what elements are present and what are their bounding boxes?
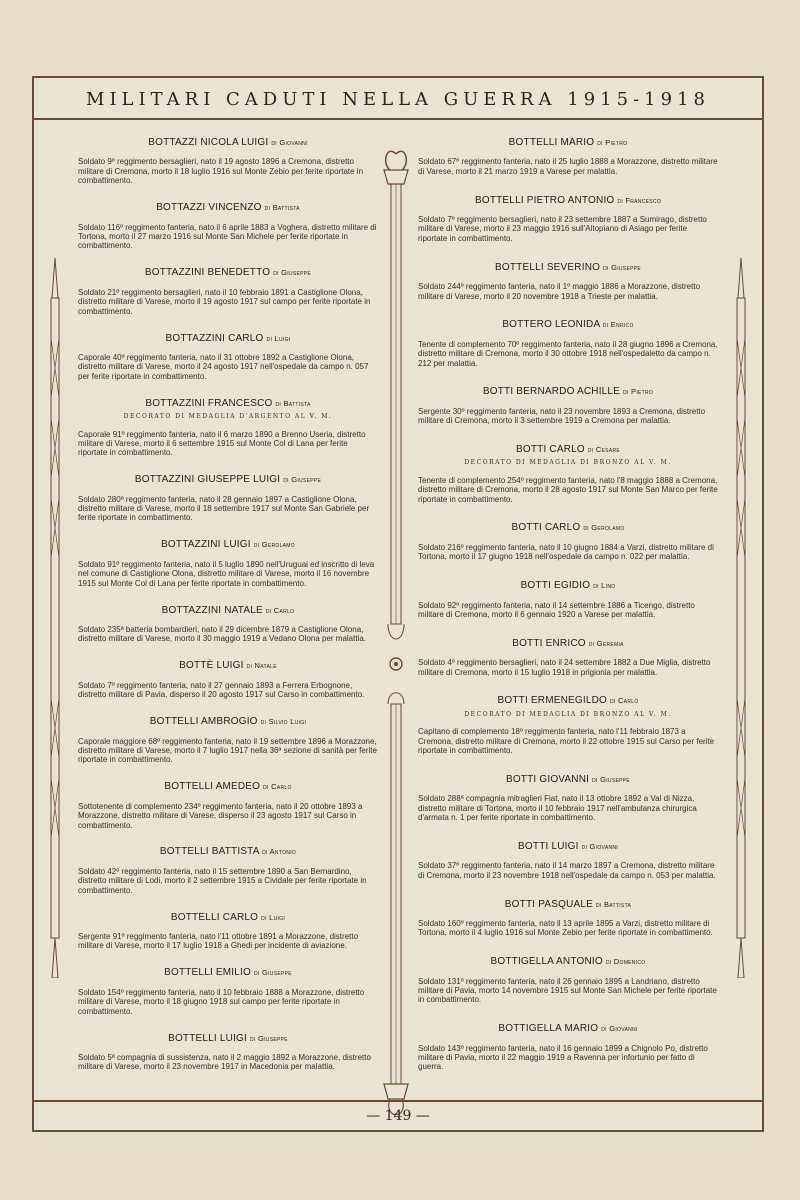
entry <box>78 847 378 895</box>
entry-name: BOTTAZZINI GIUSEPPE LUIGI di Giuseppe <box>134 474 322 486</box>
entry-name: BOTTI GIOVANNI di Giuseppe <box>505 773 631 785</box>
entry-text: Soldato 21º reggimento bersaglieri, nato il 10 febbraio 1891 a Castiglione Olona, distretto militare di Varese, morto il 19 agosto 1917 sul campo per ferite riportate in combattimento. <box>78 287 371 316</box>
page-title: MILITARI CADUTI NELLA GUERRA 1915-1918 <box>34 78 762 120</box>
entry-name: BOTTELLI BATTISTA di Antonio <box>159 846 297 858</box>
entry-name: BOTTÈ LUIGI di Natale <box>179 660 277 672</box>
ornamental-pole-left <box>44 258 66 978</box>
entry-decoration: DECORATO DI MEDAGLIA DI BRONZO AL V. M. <box>464 459 672 467</box>
entry <box>418 387 718 425</box>
entry-text: Soldato 42º reggimento fanteria, nato il 15 settembre 1890 a San Bernardino, distretto militare di Lodi, morto il 2 settembre 1915 a Cividale per ferite riportate in combattimento. <box>78 866 367 895</box>
entry-text: Soldato 235ª batteria bombardieri, nato il 29 dicembre 1879 a Castiglione Olona, distretto militare di Varese, morto il 30 maggio 1919 a Vedano Olona per malattia. <box>78 625 367 644</box>
entry <box>78 138 378 186</box>
entry-text: Soldato 4º reggimento bersaglieri, nato il 24 settembre 1882 a Due Miglia, distretto militare di Cremona, morto il 15 luglio 1918 in prigionia per malattia. <box>418 658 711 677</box>
ornamental-pole-right <box>730 258 752 978</box>
entry <box>418 138 718 176</box>
entry <box>78 606 378 644</box>
entry-name: BOTTAZZINI LUIGI di Gerolamo <box>161 539 295 551</box>
entry-text: Soldato 5ª compagnia di sussistenza, nato il 2 maggio 1892 a Morazzone, distretto militare di Varese, morto il 23 novembre 1917 in Macedonia per malattia. <box>78 1053 371 1072</box>
entry-name: BOTTELLI AMBROGIO di Silvio Luigi <box>149 716 307 728</box>
entry <box>418 900 718 938</box>
entry-name: BOTTAZZINI FRANCESCO di Battista <box>145 397 311 409</box>
entry <box>78 717 378 765</box>
page-number: — 149 — <box>366 1108 430 1124</box>
entry-name: BOTTELLI LUIGI di Giuseppe <box>168 1032 288 1044</box>
entry <box>418 523 718 561</box>
entry-text: Soldato 7º reggimento fanteria, nato il 27 gennaio 1893 a Ferrera Erbognone, distretto militare di Pavia, disperso il 20 agosto 1917 sul Carso in combattimento. <box>78 680 365 700</box>
entry <box>418 842 718 880</box>
entry <box>78 1034 378 1072</box>
left-column <box>78 138 378 1072</box>
entry-text: Caporale 40º reggimento fanteria, nato il 31 ottobre 1892 a Castiglione Olona, distretto militare di Varese, morto il 24 agosto 1917 nell'ospedale da campo n. 057 per ferite riportate in combattimento. <box>78 352 369 381</box>
entry-name: BOTTAZZINI NATALE di Carlo <box>161 604 295 616</box>
entry-name: BOTTI CARLO di Cesare <box>515 444 620 456</box>
entry-text: Soldato 116º reggimento fanteria, nato il 6 aprile 1883 a Voghera, distretto militare di Tortona, morto il 27 marzo 1916 sul Monte San Michele per ferite riportate in combattimento. <box>78 222 377 251</box>
entry-name: BOTTELLI SEVERINO di Giuseppe <box>495 261 641 273</box>
entry <box>78 334 378 382</box>
entry <box>78 540 378 588</box>
entry <box>418 263 718 301</box>
entry-text: Soldato 160º reggimento fanteria, nato il 13 aprile 1895 a Varzi, distretto militare di Tortona, morto il 4 luglio 1916 sul Monte Zebio per ferite riportate in combattimento. <box>418 918 713 938</box>
entry-text: Soldato 244º reggimento fanteria, nato il 1º maggio 1886 a Morazzone, distretto militare di Varese, morto il 20 novembre 1918 a Trieste per malattia. <box>418 282 701 301</box>
entry-text: Soldato 288ª compagnia mitraglieri Fiat, nato il 13 ottobre 1892 a Val di Nizza, distretto militare di Tortona, morto il 10 febbraio 1917 nell'ambulanza chirurgica d'armata n. 1 per ferite riportate in combattimento. <box>418 794 697 823</box>
entry-text: Soldato 143º reggimento fanteria, nato il 16 gennaio 1899 a Chignolo Po, distretto militare di Pavia, morto il 22 maggio 1919 a Ravenna per infortunio per fatto di guerra. <box>418 1043 708 1072</box>
entry-name: BOTTELLI CARLO di Luigi <box>170 911 286 923</box>
entry-text: Soldato 9º reggimento bersaglieri, nato il 19 agosto 1896 a Cremona, distretto militare di Cremona, morto il 18 luglio 1916 sul Monte Zebio per ferite riportate in combattimento. <box>78 157 364 186</box>
entry-text: Soldato 37º reggimento fanteria, nato il 14 marzo 1897 a Cremona, distretto militare di Cremona, morto il 23 novembre 1918 nell'ospedale da campo n. 053 per malattia. <box>418 861 716 880</box>
entry <box>418 1024 718 1072</box>
entry-text: Capitano di complemento 18º reggimento fanteria, nato l'11 febbraio 1873 a Cremona, distretto militare di Cremona, morto il 22 ottobre 1915 sul Carso per ferite riportate in combattimento. <box>418 727 715 756</box>
entry-text: Caporale 91º reggimento fanteria, nato il 6 marzo 1890 a Brenno Useria, distretto militare di Varese, morto il 6 settembre 1915 sul Monte Col di Lana per ferite riportate in combattimento. <box>78 429 366 458</box>
entry-name: BOTTI ENRICO di Geremia <box>512 637 624 649</box>
entry-decoration: DECORATO DI MEDAGLIA D'ARGENTO AL V. M. <box>123 413 333 421</box>
entry-name: BOTTIGELLA MARIO di Giovanni <box>498 1023 638 1035</box>
entry <box>78 913 378 951</box>
entry-text: Soldato 216º reggimento fanteria, nato il 10 giugno 1884 a Varzi, distretto militare di Tortona, morto il 17 giugno 1918 nell'ospedale da campo n. 022 per malattia. <box>418 542 714 562</box>
entry <box>78 203 378 251</box>
entry-name: BOTTAZZI VINCENZO di Battista <box>156 202 300 214</box>
entry-text: Soldato 131º reggimento fanteria, nato il 26 gennaio 1895 a Landriano, distretto militare di Pavia, morto 14 novembre 1915 sul Monte San Michele per ferite riportate in combattimento. <box>418 976 717 1005</box>
entry-text: Tenente di complemento 70º reggimento fanteria, nato il 28 giugno 1896 a Cremona, distretto militare di Cremona, morto il 30 ottobre 1918 nell'ospedaletto da campo n. 212 per malattia. <box>418 339 718 368</box>
entry-name: BOTTELLI EMILIO di Giuseppe <box>164 967 292 979</box>
entry-name: BOTTIGELLA ANTONIO di Domenico <box>490 956 646 968</box>
entry-decoration: DECORATO DI MEDAGLIA DI BRONZO AL V. M. <box>464 710 672 718</box>
entry-name: BOTTELLI PIETRO ANTONIO di Francesco <box>474 194 662 206</box>
ornamental-column-center <box>378 144 414 1124</box>
entry <box>418 320 718 368</box>
entry <box>418 775 718 823</box>
entry-text: Soldato 67º reggimento fanteria, nato il 25 luglio 1888 a Morazzone, distretto militare di Varese, morto il 21 marzo 1919 a Varese per malattia. <box>418 157 718 176</box>
entry-name: BOTTI PASQUALE di Battista <box>504 898 632 910</box>
entry-text: Soldato 7º reggimento bersaglieri, nato il 23 settembre 1887 a Sumirago, distretto militare di Varese, morto il 23 maggio 1916 sull'Altopiano di Asiago per ferite riportate in combattimento. <box>418 215 707 243</box>
entry-name: BOTTI BERNARDO ACHILLE di Pietro <box>482 386 654 398</box>
entry-text: Tenente di complemento 254º reggimento fanteria, nato l'8 maggio 1888 a Cremona, distretto militare di Cremona, morto il 28 agosto 1917 sul Monte San Marco per ferite riportate in combattimento. <box>418 475 718 504</box>
right-column <box>418 138 718 1072</box>
entry-name: BOTTI LUIGI di Giovanni <box>518 840 618 852</box>
page-frame <box>32 76 764 1132</box>
entry-text: Soldato 154º reggimento fanteria, nato il 10 febbraio 1888 a Morazzone, distretto militare di Varese, morto il 18 giugno 1918 sul campo per ferite riportate in combattimento. <box>78 987 365 1016</box>
entry-text: Soldato 92º reggimento fanteria, nato il 14 settembre 1886 a Ticengo, distretto militare di Cremona, morto il 6 gennaio 1920 a Varese per malattia. <box>418 600 695 619</box>
entry <box>418 196 718 244</box>
entry-name: BOTTI CARLO di Gerolamo <box>511 522 625 534</box>
entry <box>418 957 718 1005</box>
entry-text: Sergente 30º reggimento fanteria, nato il 23 novembre 1893 a Cremona, distretto militare di Cremona, morto il 3 settembre 1919 a Cremona per malattia. <box>418 406 706 426</box>
entry <box>418 639 718 677</box>
entry <box>418 581 718 619</box>
entry <box>78 475 378 523</box>
entry-name: BOTTI EGIDIO di Lino <box>520 580 616 592</box>
entry-name: BOTTELLI AMEDEO di Carlo <box>164 781 292 793</box>
entry <box>418 445 718 504</box>
entry <box>78 268 378 316</box>
entry-name: BOTTAZZI NICOLA LUIGI di Giovanni <box>148 137 308 148</box>
entry <box>78 782 378 830</box>
entry <box>78 968 378 1016</box>
entry <box>78 399 378 458</box>
entry-text: Sottotenente di complemento 234º reggimento fanteria, nato il 20 ottobre 1893 a Morazzone, distretto militare di Varese, disperso il 23 agosto 1917 sul Carso in combattimento. <box>78 801 363 830</box>
entry-name: BOTTAZZINI BENEDETTO di Giuseppe <box>144 267 312 279</box>
entry <box>418 696 718 755</box>
entry-text: Sergente 91º reggimento fanteria, nato l'11 ottobre 1891 a Morazzone, distretto militare di Varese, morto il 17 luglio 1918 a Ghedi per incidente di aviazione. <box>78 932 359 951</box>
entry-text: Soldato 280º reggimento fanteria, nato il 28 gennaio 1897 a Castiglione Olona, distretto militare di Varese, morto il 18 settembre 1917 sul Monte San Gabriele per ferite riportate in combattimento. <box>78 494 370 523</box>
entry-name: BOTTELLI MARIO di Pietro <box>508 137 628 148</box>
entry-text: Caporale maggiore 68º reggimento fanteria, nato il 19 settembre 1896 a Morazzone, distretto militare di Varese, morto il 7 luglio 1917 nella 36ª sezione di sanità per ferite riportate in combattimento. <box>78 736 377 765</box>
entry-name: BOTTERO LEONIDA di Enrico <box>502 319 634 331</box>
footer-rule <box>34 1100 762 1102</box>
entry-name: BOTTAZZINI CARLO di Luigi <box>165 332 291 344</box>
entry-name: BOTTI ERMENEGILDO di Carlo <box>497 695 639 707</box>
entry <box>78 661 378 699</box>
entry-text: Soldato 91º reggimento fanteria, nato il 5 luglio 1890 nell'Uruguai ed inscritto di leva nel comune di Castiglione Olona, distretto militare di Varese, morto il 16 novembre 1915 sul Monte Col di Lana per ferite riportate in combattimento. <box>78 559 375 588</box>
